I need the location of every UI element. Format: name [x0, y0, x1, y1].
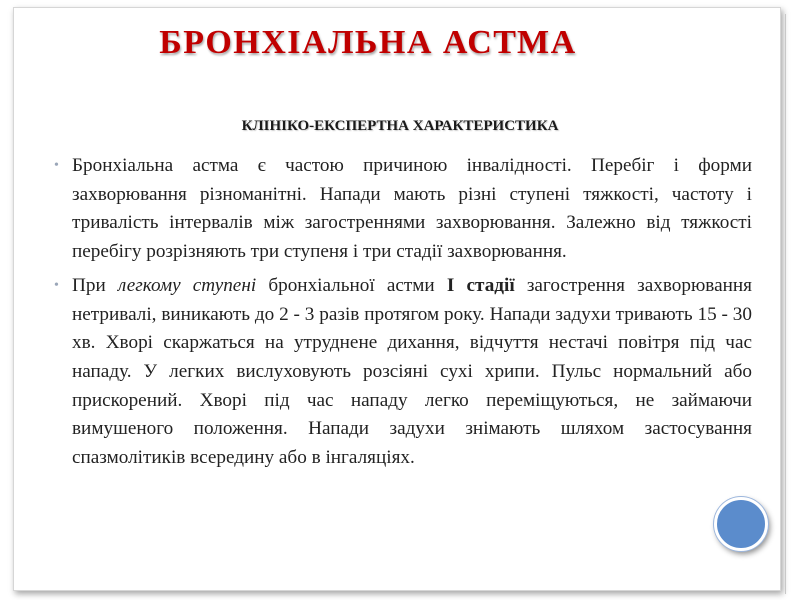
bullet-2-italic-degree: легкому ступені	[117, 274, 257, 296]
decorative-circle-icon	[714, 497, 768, 551]
bullet-2-text-mid: бронхіальної астми	[256, 274, 447, 296]
bullet-item-2	[52, 272, 752, 473]
bullet-2-bold-stage: І стадії	[446, 274, 515, 296]
bullet-1-text: Бронхіальна астма є частою причиною інвалідності. Перебіг і форми захворювання різноманітні. Напади мають різні ступені тяжкості, частоту і тривалість інтервалів між загостреннями захворювання. Залежно від тяжкості перебігу розрізняють три ступеня і три стадії захворювання.	[72, 155, 752, 263]
frame-edge-line	[785, 14, 786, 594]
bullet-dot-icon: •	[54, 277, 59, 293]
slide-title: БРОНХІАЛЬНА АСТМА	[159, 24, 577, 61]
slide-body	[52, 152, 752, 478]
bullet-2-text-rest: загострення захворювання нетривалі, виникають до 2 - 3 разів протягом року. Напади задухи тривають 15 - 30 хв. Хворі скаржаться на утруднене дихання, відчуття нестачі повітря під час нападу. У легких вислуховують розсіяні сухі хрипи. Пульс нормальний або прискорений. Хворі під час нападу легко переміщуються, не займаючи вимушеного положення. Напади задухи знімають шляхом застосування спазмолітиків всередину або в інгаляціях.	[72, 274, 752, 469]
bullet-2-text-lead: При	[72, 274, 118, 296]
bullet-dot-icon: •	[54, 158, 59, 173]
slide-subtitle: КЛІНІКО-ЕКСПЕРТНА ХАРАКТЕРИСТИКА	[241, 118, 559, 134]
bullet-item-1	[52, 152, 752, 267]
